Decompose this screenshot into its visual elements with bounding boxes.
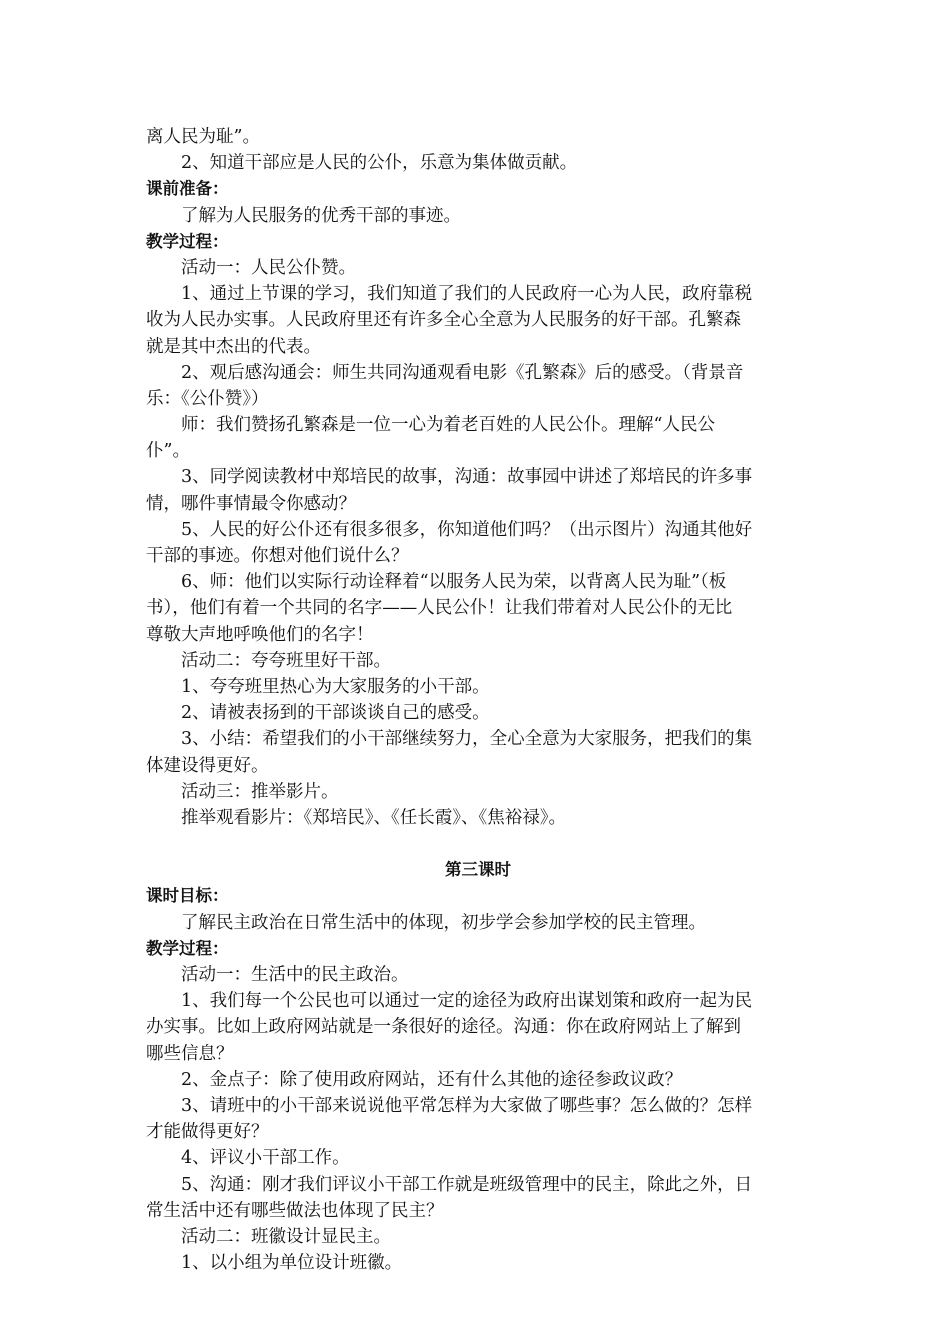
paragraph-line: 活动一：生活中的民主政治。 [181, 965, 409, 985]
paragraph-line: 活动三：推举影片。 [181, 781, 339, 802]
paragraph-continuation: 书），他们有着一个共同的名字——人民公仆！让我们带着对人民公仆的无比 [146, 598, 733, 619]
paragraph-continuation: 尊敬大声地呼唤他们的名字！ [146, 624, 374, 645]
paragraph-continuation: 仆”。 [146, 441, 190, 462]
paragraph-line: 5、人民的好公仆还有很多很多，你知道他们吗？（出示图片）沟通其他好 [181, 519, 753, 540]
paragraph-continuation: 常生活中还有哪些做法也体现了民主？ [146, 1200, 444, 1221]
paragraph-line: 5、沟通：刚才我们评议小干部工作就是班级管理中的民主，除此之外，日 [181, 1174, 753, 1195]
section-heading: 教学过程： [146, 231, 229, 251]
paragraph-continuation: 离人民为耻”。 [146, 127, 260, 147]
document-page [146, 124, 810, 1276]
paragraph-line: 活动二：班徽设计显民主。 [181, 1226, 391, 1247]
paragraph-line: 2、金点子：除了使用政府网站，还有什么其他的途径参政议政？ [181, 1069, 683, 1090]
paragraph-continuation: 干部的事迹。你想对他们说什么？ [146, 546, 409, 566]
paragraph-line: 活动一：人民公仆赞。 [181, 257, 356, 278]
paragraph-continuation: 乐：《公仆赞》） [146, 388, 269, 409]
paragraph-line: 1、我们每一个公民也可以通过一定的途径为政府出谋划策和政府一起为民 [181, 991, 753, 1012]
paragraph-line: 了解民主政治在日常生活中的体现，初步学会参加学校的民主管理。 [181, 912, 706, 933]
paragraph-line: 4、评议小干部工作。 [181, 1148, 350, 1169]
paragraph-line: 2、请被表扬到的干部谈谈自己的感受。 [181, 703, 490, 724]
paragraph-continuation: 办实事。比如上政府网站就是一条很好的途径。沟通：你在政府网站上了解到 [146, 1017, 741, 1038]
paragraph-line: 1、通过上节课的学习，我们知道了我们的人民政府一心为人民，政府靠税 [181, 284, 753, 305]
lesson-title: 第三课时 [445, 860, 511, 880]
paragraph-line: 了解为人民服务的优秀干部的事迹。 [181, 205, 461, 226]
blank-line [146, 831, 810, 857]
paragraph-continuation: 情，哪件事情最令你感动？ [146, 493, 356, 514]
paragraph-continuation: 收为人民办实事。人民政府里还有许多全心全意为人民服务的好干部。孔繁森 [146, 310, 741, 331]
paragraph-line: 2、知道干部应是人民的公仆，乐意为集体做贡献。 [181, 153, 578, 174]
paragraph-continuation: 体建设得更好。 [146, 755, 269, 776]
section-heading: 课前准备： [146, 179, 229, 199]
paragraph-line: 推举观看影片：《郑培民》、《任长霞》、《焦裕禄》。 [181, 807, 566, 828]
paragraph-continuation: 就是其中杰出的代表。 [146, 336, 321, 357]
paragraph-line: 3、小结：希望我们的小干部继续努力，全心全意为大家服务，把我们的集 [181, 729, 753, 750]
paragraph-line: 3、同学阅读教材中郑培民的故事，沟通：故事园中讲述了郑培民的许多事 [181, 467, 753, 488]
paragraph-line: 活动二：夸夸班里好干部。 [181, 650, 391, 671]
paragraph-line: 3、请班中的小干部来说说他平常怎样为大家做了哪些事？怎么做的？怎样 [181, 1095, 753, 1116]
paragraph-line: 2、观后感沟通会：师生共同沟通观看电影《孔繁森》后的感受。（背景音 [181, 362, 744, 383]
paragraph-continuation: 哪些信息？ [146, 1043, 234, 1064]
paragraph-line: 6、师：他们以实际行动诠释着“以服务人民为荣，以背离人民为耻”（板 [181, 572, 727, 593]
section-heading: 课时目标： [146, 886, 229, 906]
paragraph-line: 1、以小组为单位设计班徽。 [181, 1253, 403, 1274]
section-heading: 教学过程： [146, 938, 229, 958]
paragraph-line: 师：我们赞扬孔繁森是一位一心为着老百姓的人民公仆。理解“人民公 [181, 415, 715, 436]
paragraph-continuation: 才能做得更好？ [146, 1122, 269, 1143]
paragraph-line: 1、夸夸班里热心为大家服务的小干部。 [181, 676, 490, 697]
